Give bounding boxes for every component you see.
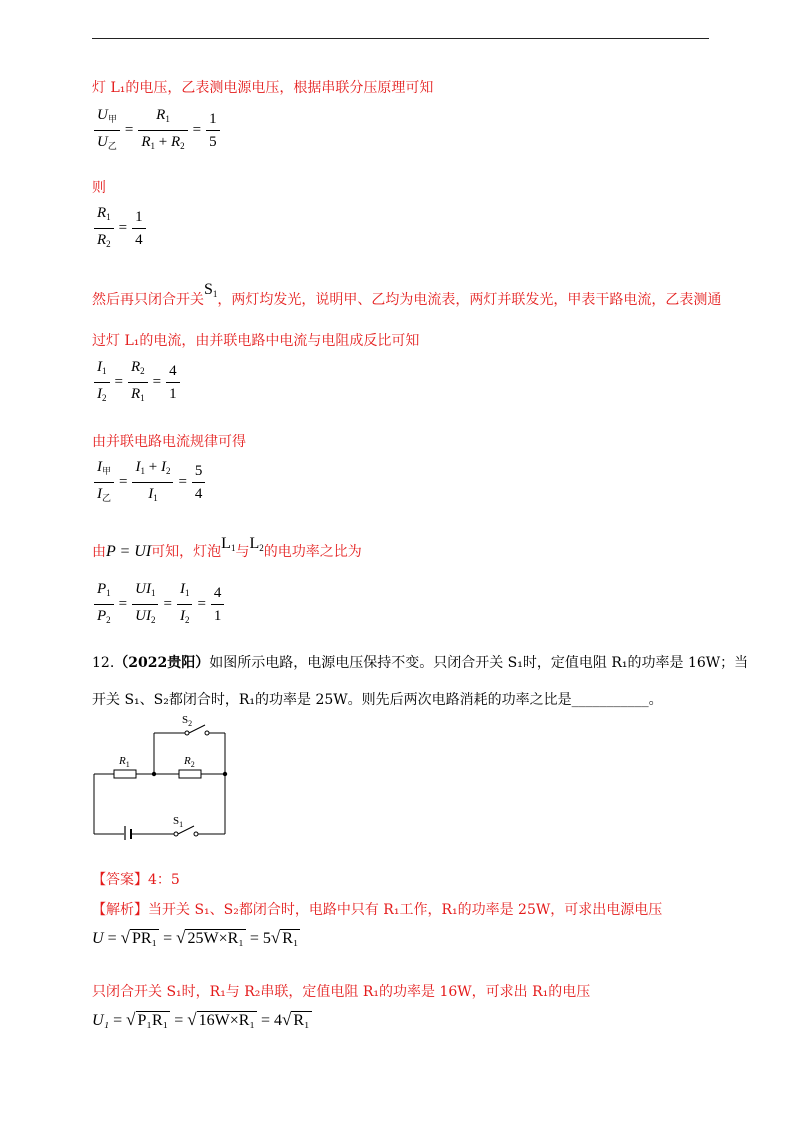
- resistor-r2: [179, 770, 201, 778]
- equation-r1-voltage: U₁ = √ P₁R₁ = √ 16W×R₁ = 4√ R₁: [92, 1010, 310, 1029]
- equation-resistance-ratio: $\frac{R_1}{R_2}$ = $\frac{1}{4}$: [92, 204, 148, 253]
- text-series-voltage: 灯 L₁的电压，乙表测电源电压，根据串联分压原理可知: [92, 80, 434, 96]
- label-r1: $R_1$: [119, 755, 130, 769]
- resistor-r1: [114, 770, 136, 778]
- equation-source-voltage: U = √ PR₁ = √ 25W×R₁ = 5√ R₁: [92, 928, 299, 947]
- text-power-formula: 由P = UI可知，灯泡$L_1$与$L_2$的电功率之比为: [92, 535, 362, 560]
- label-r2: $R_2$: [184, 755, 195, 769]
- header-rule: [92, 38, 709, 39]
- question-12-line1: 12.（2022贵阳）如图所示电路，电源电压保持不变。只闭合开关 S₁时，定值电阻 R₁的功率是 16W；当: [92, 655, 749, 671]
- equation-total-current-ratio: $\frac{I_甲}{I_乙}$ = $\frac{I_1 + I_2}{I_1}$ = $\frac{5}{4}$: [92, 458, 207, 507]
- equation-voltage-ratio: $\frac{U_甲}{U_乙}$ = $\frac{R_1}{R_1 + R_2}$ = $\frac{1}{5}$: [92, 106, 222, 155]
- label-s2: $S_2$: [182, 714, 193, 728]
- text-series-case: 只闭合开关 S₁时，R₁与 R₂串联，定值电阻 R₁的功率是 16W，可求出 R₁的电压: [92, 984, 591, 1000]
- text-then: 则: [92, 180, 106, 196]
- equation-power-ratio: $\frac{P_1}{P_2}$ = $\frac{UI_1}{UI_2}$ = $\frac{I_1}{I_2}$ = $\frac{4}{1}$: [92, 580, 226, 629]
- circuit-diagram: [88, 708, 238, 840]
- analysis: 【解析】当开关 S₁、S₂都闭合时，电路中只有 R₁工作，R₁的功率是 25W，可求出电源电压: [92, 902, 663, 918]
- question-12-line2: 开关 S₁、S₂都闭合时，R₁的功率是 25W。则先后两次电路消耗的功率之比是___________。: [92, 692, 663, 708]
- text-close-switch: 然后再只闭合开关$S_1$，两灯均发光，说明甲、乙均为电流表，两灯并联发光，甲表干路电流，乙表测通: [92, 281, 722, 308]
- answer: 【答案】4：5: [92, 872, 180, 888]
- equation-current-ratio: $\frac{I_1}{I_2}$ = $\frac{R_2}{R_1}$ = $\frac{4}{1}$: [92, 358, 182, 407]
- text-current-rule: 由并联电路电流规律可得: [92, 434, 246, 450]
- label-s1: $S_1$: [173, 815, 184, 829]
- text-parallel-current: 过灯 L₁的电流，由并联电路中电流与电阻成反比可知: [92, 333, 420, 349]
